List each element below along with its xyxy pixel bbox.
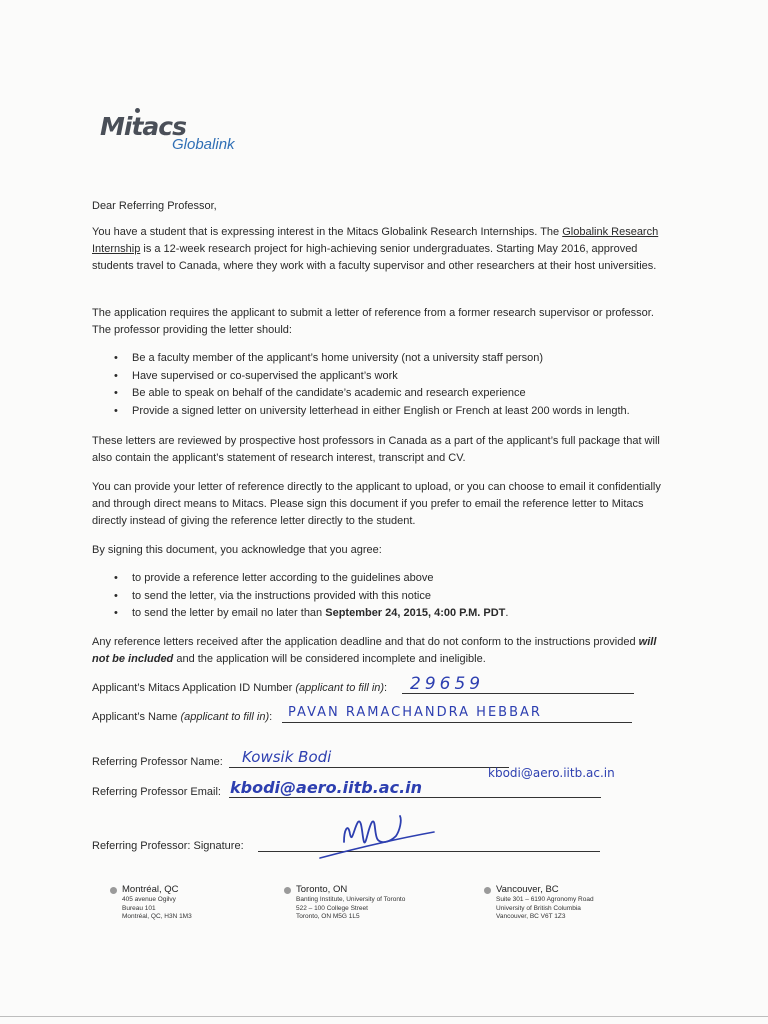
footer-city-name: Vancouver, BC: [496, 884, 559, 895]
salutation: Dear Referring Professor,: [92, 200, 217, 212]
professor-email-value[interactable]: kbodi@aero.iitb.ac.in: [230, 778, 423, 797]
deadline-end: .: [505, 607, 509, 619]
list-item: • to send the letter, via the instructions provided with this notice: [92, 588, 682, 606]
professor-email-value-2[interactable]: kbodi@aero.iitb.ac.in: [488, 766, 615, 780]
late-text-c: and the application will be considered incomplete and ineligible.: [173, 653, 486, 665]
field-application-id: [92, 676, 637, 696]
footer-vancouver: [484, 884, 594, 922]
footer-city-name: Montréal, QC: [122, 884, 179, 895]
professor-name-line: [229, 767, 509, 768]
list-item: [92, 605, 682, 623]
footer-address-line: 405 avenue Ogilvy: [122, 896, 176, 903]
footer-city-name: Toronto, ON: [296, 884, 348, 895]
professor-name-label: Referring Professor Name:: [92, 756, 223, 768]
deadline: September 24, 2015, 4:00 P.M. PDT: [325, 607, 506, 619]
applicant-name-note: (applicant to fill in): [180, 711, 270, 723]
paragraph-late-notice: [92, 634, 672, 668]
signature-mark[interactable]: [300, 806, 460, 866]
globalink-link[interactable]: Globalink Research Internship: [92, 226, 659, 255]
list-item: • Provide a signed letter on university letterhead in either English or French at least 200 words in length.: [92, 403, 682, 421]
footer-address-line: Banting Institute, University of Toronto: [296, 896, 406, 903]
field-professor-name: [92, 750, 512, 770]
mitacs-logo: [100, 108, 250, 158]
applicant-name-line: [282, 722, 632, 723]
requirements-list: [92, 350, 682, 420]
footer-address-line: 522 – 100 College Street: [296, 904, 368, 912]
late-text-a: Any reference letters received after the application deadline and that do not conform to the instructions provided: [92, 636, 639, 648]
field-applicant-name: [92, 705, 637, 725]
location-dot-icon: [284, 887, 291, 894]
footer-address-line: Suite 301 – 6190 Agronomy Road: [496, 896, 594, 903]
footer-address-line: Bureau 101: [122, 904, 156, 912]
footer-address-line: Vancouver, BC V6T 1Z3: [496, 913, 566, 920]
agreements-list: [92, 570, 682, 623]
application-id-note: (applicant to fill in): [295, 682, 385, 694]
deadline-prefix: to send the letter by email no later than: [132, 607, 326, 619]
page-bottom-edge: [0, 1016, 768, 1017]
logo-wordmark: Mitacs: [100, 112, 186, 141]
applicant-name-label: Applicant’s Name (applicant to fill in):: [92, 711, 273, 723]
list-item: • Be a faculty member of the applicant’s home university (not a university staff person): [92, 350, 682, 368]
list-item: • Have supervised or co-supervised the applicant’s work: [92, 368, 682, 386]
intro-text-a: You have a student that is expressing interest in the Mitacs Globalink Research Internships. The: [92, 226, 563, 238]
footer-toronto: [284, 884, 405, 922]
applicant-name-value[interactable]: PAVAN RAMACHANDRA HEBBAR: [288, 705, 542, 720]
application-id-value[interactable]: 29659: [410, 674, 485, 694]
intro-text-b: is a 12-week research project for high-achieving senior undergraduates. Starting May 2016, approved students travel to Canada, where they work with a faculty supervisor and other researchers at their host universities.: [92, 243, 657, 272]
paragraph-requirements: The application requires the applicant to submit a letter of reference from a former research supervisor or professor. The professor providing the letter should:: [92, 307, 654, 336]
footer-address-line: Montréal, QC, H3N 1M3: [122, 913, 192, 920]
paragraph-intro: [92, 224, 672, 275]
list-item: • to provide a reference letter according to the guidelines above: [92, 570, 682, 588]
list-item: • Be able to speak on behalf of the candidate’s academic and research experience: [92, 385, 682, 403]
field-professor-email: [92, 766, 672, 800]
professor-email-line: [229, 797, 601, 798]
paragraph-submission: You can provide your letter of reference directly to the applicant to upload, or you can choose to email it confidentially and through direct means to Mitacs. Please sign this document if you prefer to email the reference letter to Mitacs directly instead of giving the reference letter directly to the student.: [92, 481, 661, 527]
location-dot-icon: [110, 887, 117, 894]
footer-address-line: University of British Columbia: [496, 904, 581, 912]
application-id-label: Applicant’s Mitacs Application ID Number (applicant to fill in):: [92, 682, 388, 694]
paragraph-review: These letters are reviewed by prospective host professors in Canada as a part of the applicant’s full package that will also contain the applicant’s statement of research interest, transcript and CV.: [92, 435, 660, 464]
late-emphasis: will not be included: [92, 636, 657, 665]
footer-montreal: [110, 884, 192, 922]
logo-tagline: Globalink: [172, 136, 235, 153]
professor-email-label: Referring Professor Email:: [92, 786, 221, 798]
location-dot-icon: [484, 887, 491, 894]
paragraph-acknowledge: By signing this document, you acknowledge that you agree:: [92, 544, 382, 556]
footer-address-line: Toronto, ON M5G 1L5: [296, 913, 360, 920]
signature-label: Referring Professor: Signature:: [92, 840, 244, 852]
professor-name-value[interactable]: Kowsik Bodi: [242, 748, 332, 766]
